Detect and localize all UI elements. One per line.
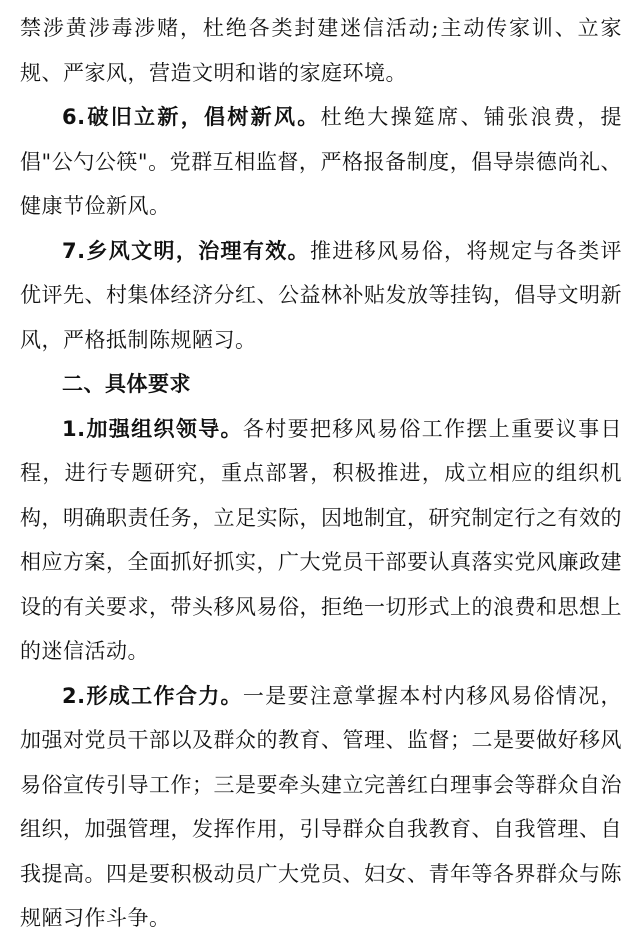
item-body: 杜绝大操筵席、铺张浪费，提倡"公勺公筷"。党群互相监督，严格报备制度，倡导崇德尚礼、健康节俭新风。 [20, 105, 623, 218]
paragraph-requirement-2 [20, 674, 622, 941]
item-heading: 7.乡风文明，治理有效。 [62, 238, 310, 263]
item-body: 推进移风易俗，将规定与各类评优评先、村集体经济分红、公益林补贴发放等挂钩，倡导文明新风，严格抵制陈规陋习。 [20, 238, 623, 352]
item-heading: 1.加强组织领导。 [62, 416, 243, 441]
item-heading: 2.形成工作合力。 [62, 683, 243, 708]
paragraph-requirement-1 [20, 407, 622, 674]
section-heading: 二、具体要求 [62, 372, 191, 396]
paragraph-item-7 [20, 229, 622, 363]
item-body: 一是要注意掌握本村内移风易俗情况，加强对党员干部以及群众的教育、管理、监督；二是要做好移风易俗宣传引导工作；三是要牵头建立完善红白理事会等群众自治组织，加强管理，发挥作用，引导群众自我教育、自我管理、自我提高。四是要积极动员广大党员、妇女、青年等各界群众与陈规陋习作斗争。 [20, 683, 623, 930]
paragraph-continuation: 禁涉黄涉毒涉赌，杜绝各类封建迷信活动;主动传家训、立家规、严家风，营造文明和谐的家庭环境。 [20, 16, 622, 85]
paragraph-item-6 [20, 95, 622, 229]
item-body: 各村要把移风易俗工作摆上重要议事日程，进行专题研究，重点部署，积极推进，成立相应的组织机构，明确职责任务，立足实际，因地制宜，研究制定行之有效的相应方案，全面抓好抓实，广大党员干部要认真落实党风廉政建设的有关要求，带头移风易俗，拒绝一切形式上的浪费和思想上的迷信活动。 [20, 416, 623, 663]
item-heading: 6.破旧立新，倡树新风。 [62, 105, 321, 129]
